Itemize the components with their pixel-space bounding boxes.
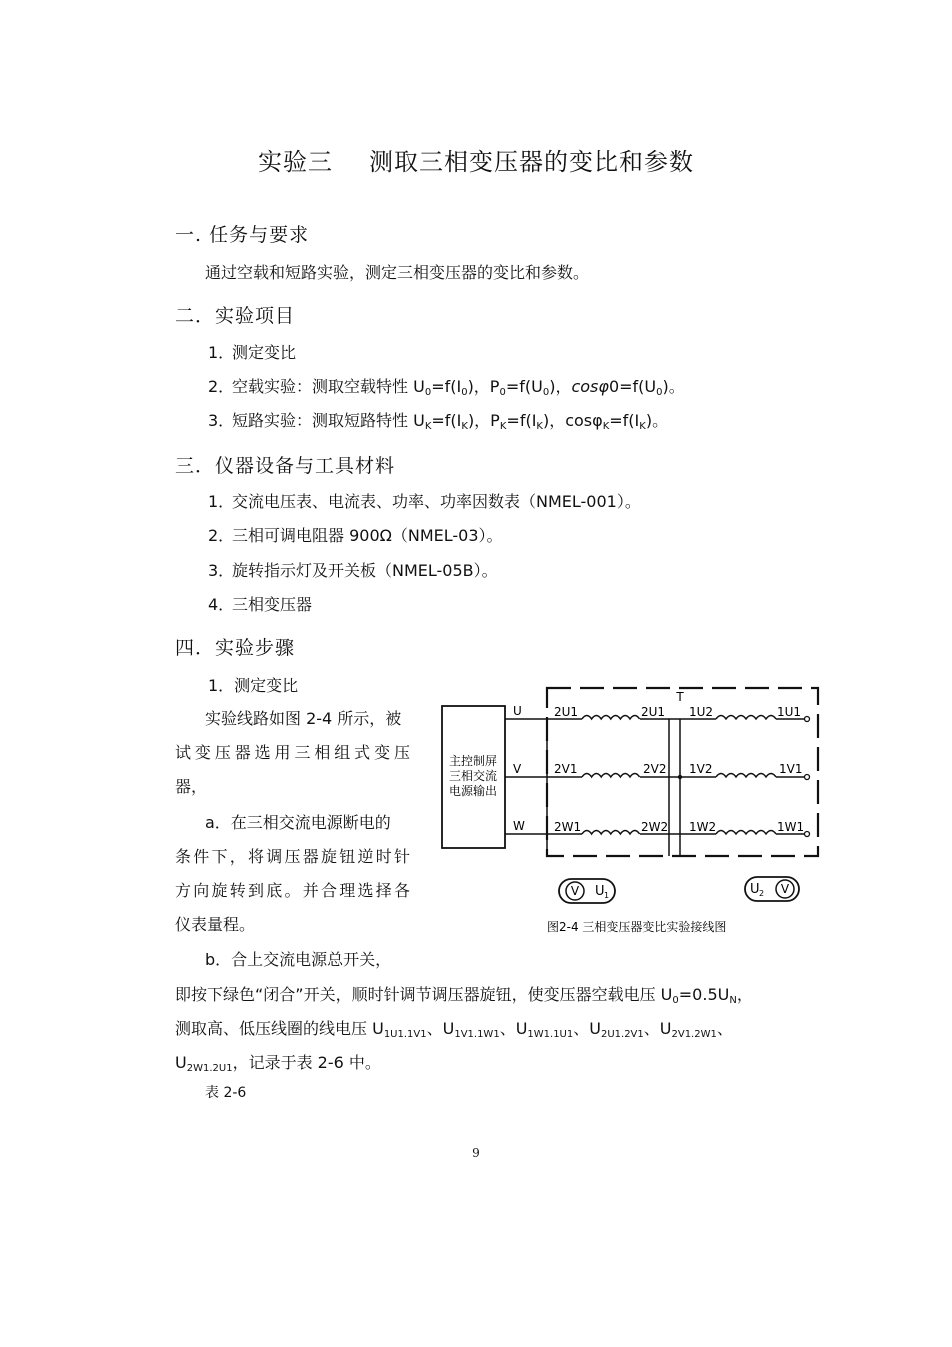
paragraph-line: 试变压器选用三相组式变压 bbox=[175, 743, 410, 762]
list-item: 1．测定变比 bbox=[208, 343, 297, 362]
paragraph-line: a．在三相交流电源断电的 bbox=[205, 813, 391, 832]
section-2-heading: 二．实验项目 bbox=[175, 305, 296, 327]
winding-label: 2U1 bbox=[554, 705, 579, 719]
winding-label: 2W1 bbox=[554, 820, 582, 834]
list-item: 3．短路实验：测取短路特性 $U_K=f(I_K)$，$P_K=f(I_K)$，$\cos\varphi_K=f(I_K)$。 bbox=[208, 411, 669, 432]
coil-lv-w bbox=[716, 831, 776, 835]
voltmeter-icon bbox=[566, 882, 584, 900]
paragraph-line: 方向旋转到底。并合理选择各 bbox=[175, 881, 410, 900]
meter-2-housing bbox=[745, 877, 799, 901]
phase-label: V bbox=[513, 762, 522, 776]
winding-label: 1V2 bbox=[689, 762, 713, 776]
winding-label: 1U1 bbox=[777, 705, 802, 719]
paragraph-line: 仪表量程。 bbox=[175, 915, 256, 934]
list-item: 2．空载实验：测取空载特性 $U_0=f(I_0)$，$P_0=f(U_0)$，$\cos\varphi 0=f(U_0)$。 bbox=[208, 377, 685, 398]
paragraph-line: $U_{2W1.2U1}$，记录于表 2-6 中。 bbox=[175, 1053, 381, 1074]
list-item: 4．三相变压器 bbox=[208, 595, 313, 614]
paragraph-line: 实验线路如图 2-4 所示，被 bbox=[205, 709, 402, 728]
section-1-text: 通过空载和短路实验，测定三相变压器的变比和参数。 bbox=[205, 263, 590, 282]
meter-1-sub: 1 bbox=[604, 891, 610, 900]
paragraph-line: 条件下，将调压器旋钮逆时针 bbox=[175, 847, 410, 866]
title-part-2: 测取三相变压器的变比和参数 bbox=[369, 148, 694, 176]
winding-label: 2U1 bbox=[641, 705, 666, 719]
section-3-heading: 三．仪器设备与工具材料 bbox=[175, 455, 396, 477]
list-item: 1．交流电压表、电流表、功率、功率因数表（NMEL-001）。 bbox=[208, 492, 641, 511]
phase-label: U bbox=[513, 704, 522, 718]
paragraph-line: 即按下绿色“闭合”开关，顺时针调节调压器旋钮，使变压器空载电压 $U_0=0.5U_N$， bbox=[175, 985, 753, 1006]
title-part-1: 实验三 bbox=[258, 148, 333, 176]
section-1-heading: 一. 任务与要求 bbox=[175, 224, 310, 246]
terminal-1v1 bbox=[805, 775, 810, 780]
step-1-heading: 1．测定变比 bbox=[208, 676, 299, 695]
terminal-1w1 bbox=[805, 832, 810, 837]
page-number: 9 bbox=[472, 1146, 480, 1160]
meter-2-symbol: V bbox=[780, 882, 790, 896]
coil-lv-u bbox=[716, 716, 776, 720]
paragraph-line: 器， bbox=[175, 777, 208, 796]
terminal-1u1 bbox=[805, 717, 810, 722]
page-title bbox=[0, 142, 952, 177]
source-label: 三相交流 bbox=[448, 769, 498, 783]
winding-label: 1W1 bbox=[777, 820, 805, 834]
paragraph-line: b．合上交流电源总开关， bbox=[205, 950, 392, 969]
paragraph-line: 测取高、低压线圈的线电压 $U_{1U1.1V1}$、$U_{1V1.1W1}$、$U_{1W1.1U1}$、$U_{2U1.2V1}$、$U_{2V1.2W1}$、 bbox=[175, 1019, 733, 1040]
list-item: 2．三相可调电阻器 900Ω（NMEL-03）。 bbox=[208, 526, 503, 545]
winding-label: 1W2 bbox=[689, 820, 717, 834]
table-label: 表 2-6 bbox=[205, 1085, 247, 1101]
winding-label: 1U2 bbox=[689, 705, 714, 719]
coil-hv-v bbox=[582, 774, 640, 778]
phase-label: W bbox=[513, 819, 525, 833]
source-label: 主控制屏 bbox=[448, 754, 498, 768]
meter-2-label: U bbox=[750, 882, 760, 897]
junction-dot bbox=[678, 775, 682, 779]
source-label: 电源输出 bbox=[448, 784, 498, 798]
transformer-enclosure bbox=[547, 688, 818, 856]
meter-2-sub: 2 bbox=[759, 889, 765, 898]
voltmeter-icon bbox=[776, 880, 794, 898]
winding-label: 2V1 bbox=[554, 762, 578, 776]
winding-label: 2V2 bbox=[643, 762, 667, 776]
figure-caption: 图2-4 三相变压器变比实验接线图 bbox=[547, 920, 727, 934]
coil-lv-v bbox=[716, 774, 776, 778]
list-item: 3．旋转指示灯及开关板（NMEL-05B）。 bbox=[208, 561, 498, 580]
winding-label: 2W2 bbox=[641, 820, 669, 834]
coil-hv-u bbox=[582, 716, 640, 720]
meter-1-housing bbox=[559, 879, 615, 903]
coil-hv-w bbox=[582, 831, 640, 835]
power-source-box bbox=[442, 706, 505, 848]
winding-label: 1V1 bbox=[779, 762, 803, 776]
meter-1-symbol: V bbox=[570, 884, 580, 898]
section-4-heading: 四．实验步骤 bbox=[175, 637, 296, 659]
meter-1-label: U bbox=[595, 884, 605, 899]
transformer-label: T bbox=[676, 690, 684, 704]
